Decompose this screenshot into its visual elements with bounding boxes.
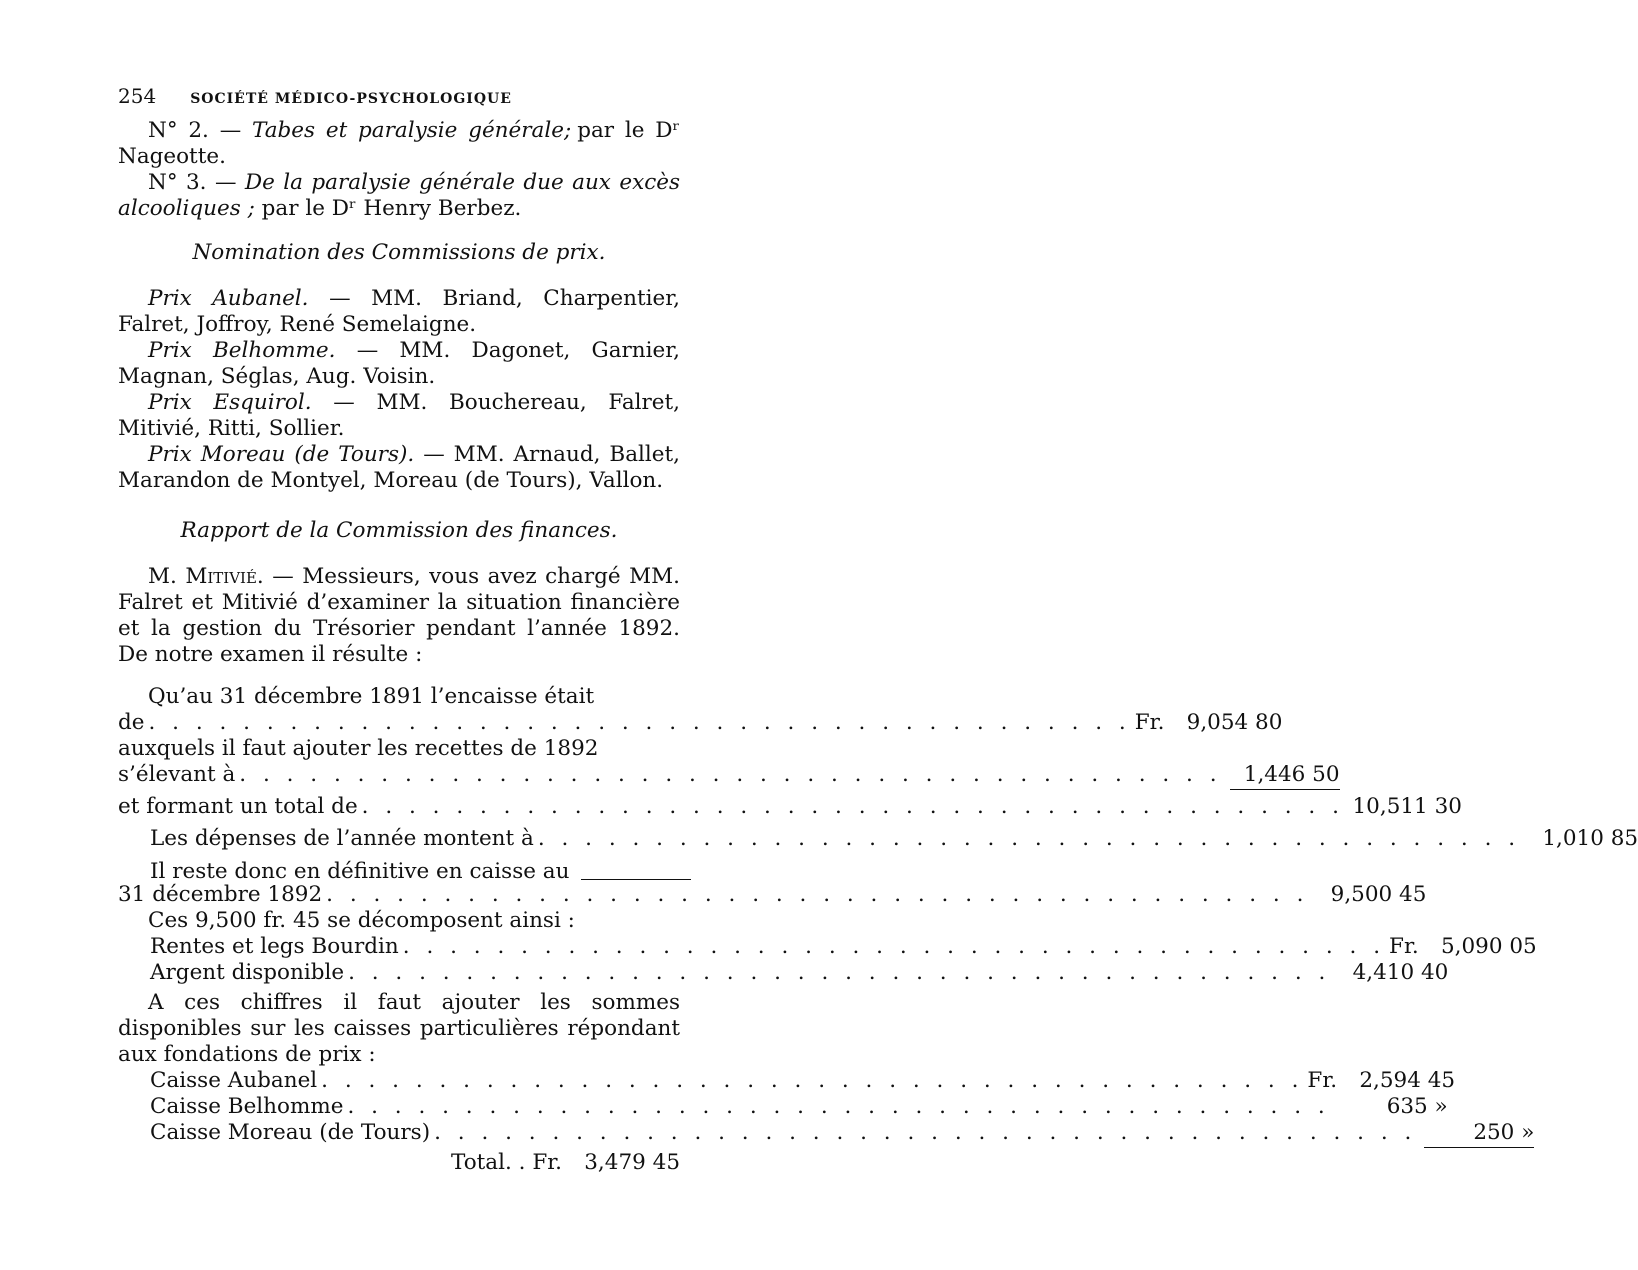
balance-amount: 9,500 45	[1330, 882, 1427, 907]
fund-row	[118, 1094, 1448, 1120]
fund-amount: 250 »	[1416, 1120, 1534, 1146]
thesis-2-author: par le Dʳ Nageotte.	[118, 118, 680, 169]
opening-text: Qu’au 31 décembre 1891 l’encaisse était	[148, 684, 595, 709]
funds-text: A ces chiffres il faut ajouter les sommes disponibles sur les caisses particulières répondant aux fondations de prix :	[118, 990, 680, 1067]
thesis-2-title: Tabes et paralysie générale;	[252, 118, 572, 143]
rentes-label: Rentes et legs Bourdin	[150, 934, 399, 959]
prize-belhomme-members: — MM. Dagonet, Garnier, Magnan, Séglas, Aug. Voisin.	[118, 338, 680, 389]
leader-dots: . . . . . . . . . . . . . . . . . . . . . . . . . . . . . . . . . . . . . . . . . .	[402, 934, 1386, 959]
page-header	[118, 84, 678, 108]
fund-row	[118, 1068, 1456, 1094]
thesis-2-number: N° 2. —	[148, 118, 242, 143]
prize-moreau-members: — MM. Arnaud, Ballet, Marandon de Montyel, Moreau (de Tours), Vallon.	[118, 442, 680, 493]
prize-aubanel	[118, 286, 680, 338]
intro-text: — Messieurs, vous avez chargé MM. Falret et Mitivié d’examiner la situation financière et la gestion du Trésorier pendant l’année 1892. De notre examen il résulte :	[118, 564, 680, 667]
receipts-label: s’élevant à	[118, 762, 236, 787]
opening-row	[118, 710, 1283, 736]
balance-label: 31 décembre 1892	[118, 882, 323, 907]
breakdown-text: Ces 9,500 fr. 45 se décomposent ainsi :	[148, 908, 575, 933]
opening-amount: 9,054 80	[1186, 710, 1283, 735]
argent-amount: 4,410 40	[1352, 960, 1449, 985]
expenses-label: Les dépenses de l’année montent à	[150, 826, 534, 851]
fund-row	[118, 1120, 1535, 1146]
leader-dots: . . . . . . . . . . . . . . . . . . . . . . . . . . . . . . . . . . . . . . . . . .	[348, 960, 1331, 985]
receipts-amount: 1,446 50	[1222, 762, 1340, 788]
heading-commissions: Nomination des Commissions de prix.	[192, 240, 606, 265]
fund-label: Caisse Belhomme	[150, 1094, 344, 1119]
heading-finances: Rapport de la Commission des finances.	[180, 518, 618, 543]
rentes-row	[118, 934, 1537, 960]
thesis-3-number: N° 3. —	[148, 170, 237, 195]
leader-dots: . . . . . . . . . . . . . . . . . . . . . . . . . . . . . . . . . . . . . . . . . .	[326, 882, 1309, 907]
leader-dots: . . . . . . . . . . . . . . . . . . . . . . . . . . . . . . . . . . . . . . . . . .	[148, 710, 1131, 735]
rentes-currency: Fr.	[1389, 934, 1419, 959]
leader-dots: . . . . . . . . . . . . . . . . . . . . . . . . . . . . . . . . . . . . . . . . . .	[361, 794, 1344, 819]
expenses-amount: 1,010 85	[1542, 826, 1638, 851]
prize-moreau	[118, 442, 680, 494]
thesis-2	[118, 118, 680, 170]
prize-moreau-name: Prix Moreau (de Tours).	[148, 442, 415, 467]
leader-dots: . . . . . . . . . . . . . . . . . . . . . . . . . . . . . . . . . . . . . . . . . .	[239, 762, 1222, 787]
page-body	[118, 118, 1638, 1176]
funds-total-label: Total. . Fr.	[451, 1150, 562, 1175]
fund-amount: 2,594 45	[1359, 1068, 1456, 1093]
prize-esquirol-name: Prix Esquirol.	[148, 390, 312, 415]
receipts-text: auxquels il faut ajouter les recettes de 1892	[118, 736, 599, 761]
prize-aubanel-name: Prix Aubanel.	[148, 286, 309, 311]
total-row	[118, 794, 1462, 820]
argent-row	[118, 960, 1449, 986]
leader-dots: . . . . . . . . . . . . . . . . . . . . . . . . . . . . . . . . . . . . . . . . . .	[321, 1068, 1304, 1093]
funds-total-amount: 3,479 45	[584, 1150, 680, 1175]
prize-belhomme	[118, 338, 680, 390]
fund-label: Caisse Moreau (de Tours)	[150, 1120, 431, 1145]
rentes-amount: 5,090 05	[1440, 934, 1537, 959]
accounts-block	[118, 684, 1638, 1176]
balance-row	[118, 882, 1427, 908]
leader-dots: . . . . . . . . . . . . . . . . . . . . . . . . . . . . . . . . . . . . . . . . . .	[537, 826, 1521, 851]
fund-amount: 635 »	[1386, 1094, 1448, 1119]
argent-label: Argent disponible	[150, 960, 345, 985]
opening-currency: Fr.	[1134, 710, 1165, 735]
fund-label: Caisse Aubanel	[150, 1068, 318, 1093]
prize-aubanel-members: — MM. Briand, Charpentier, Falret, Joffroy, René Semelaigne.	[118, 286, 680, 337]
running-title: SOCIÉTÉ MÉDICO-PSYCHOLOGIQUE	[190, 91, 512, 107]
leader-dots: . . . . . . . . . . . . . . . . . . . . . . . . . . . . . . . . . . . . . . . . . .	[434, 1120, 1417, 1145]
balance-rule	[573, 852, 691, 878]
total-label: et formant un total de	[118, 794, 358, 819]
page-number: 254	[118, 84, 157, 108]
speaker-name: M. Mitivié.	[148, 564, 264, 589]
prize-esquirol-members: — MM. Bouchereau, Falret, Mitivié, Ritti, Sollier.	[118, 390, 680, 441]
opening-label: de	[118, 710, 145, 735]
thesis-3-title: De la paralysie générale due aux excès alcooliques ;	[118, 170, 680, 221]
prize-esquirol	[118, 390, 680, 442]
leader-dots: . . . . . . . . . . . . . . . . . . . . . . . . . . . . . . . . . . . . . . . . . .	[347, 1094, 1330, 1119]
balance-text-row	[118, 852, 680, 884]
receipts-row	[118, 762, 1340, 788]
balance-text: Il reste donc en définitive en caisse au	[150, 859, 570, 884]
prize-belhomme-name: Prix Belhomme.	[148, 338, 336, 363]
fund-currency: Fr.	[1307, 1068, 1338, 1093]
funds-total-row	[118, 1150, 680, 1176]
thesis-3-author: par le Dʳ Henry Berbez.	[254, 196, 522, 221]
total-amount: 10,511 30	[1352, 794, 1462, 819]
expenses-row	[118, 826, 1638, 852]
finance-intro	[118, 564, 680, 668]
thesis-3	[118, 170, 680, 222]
